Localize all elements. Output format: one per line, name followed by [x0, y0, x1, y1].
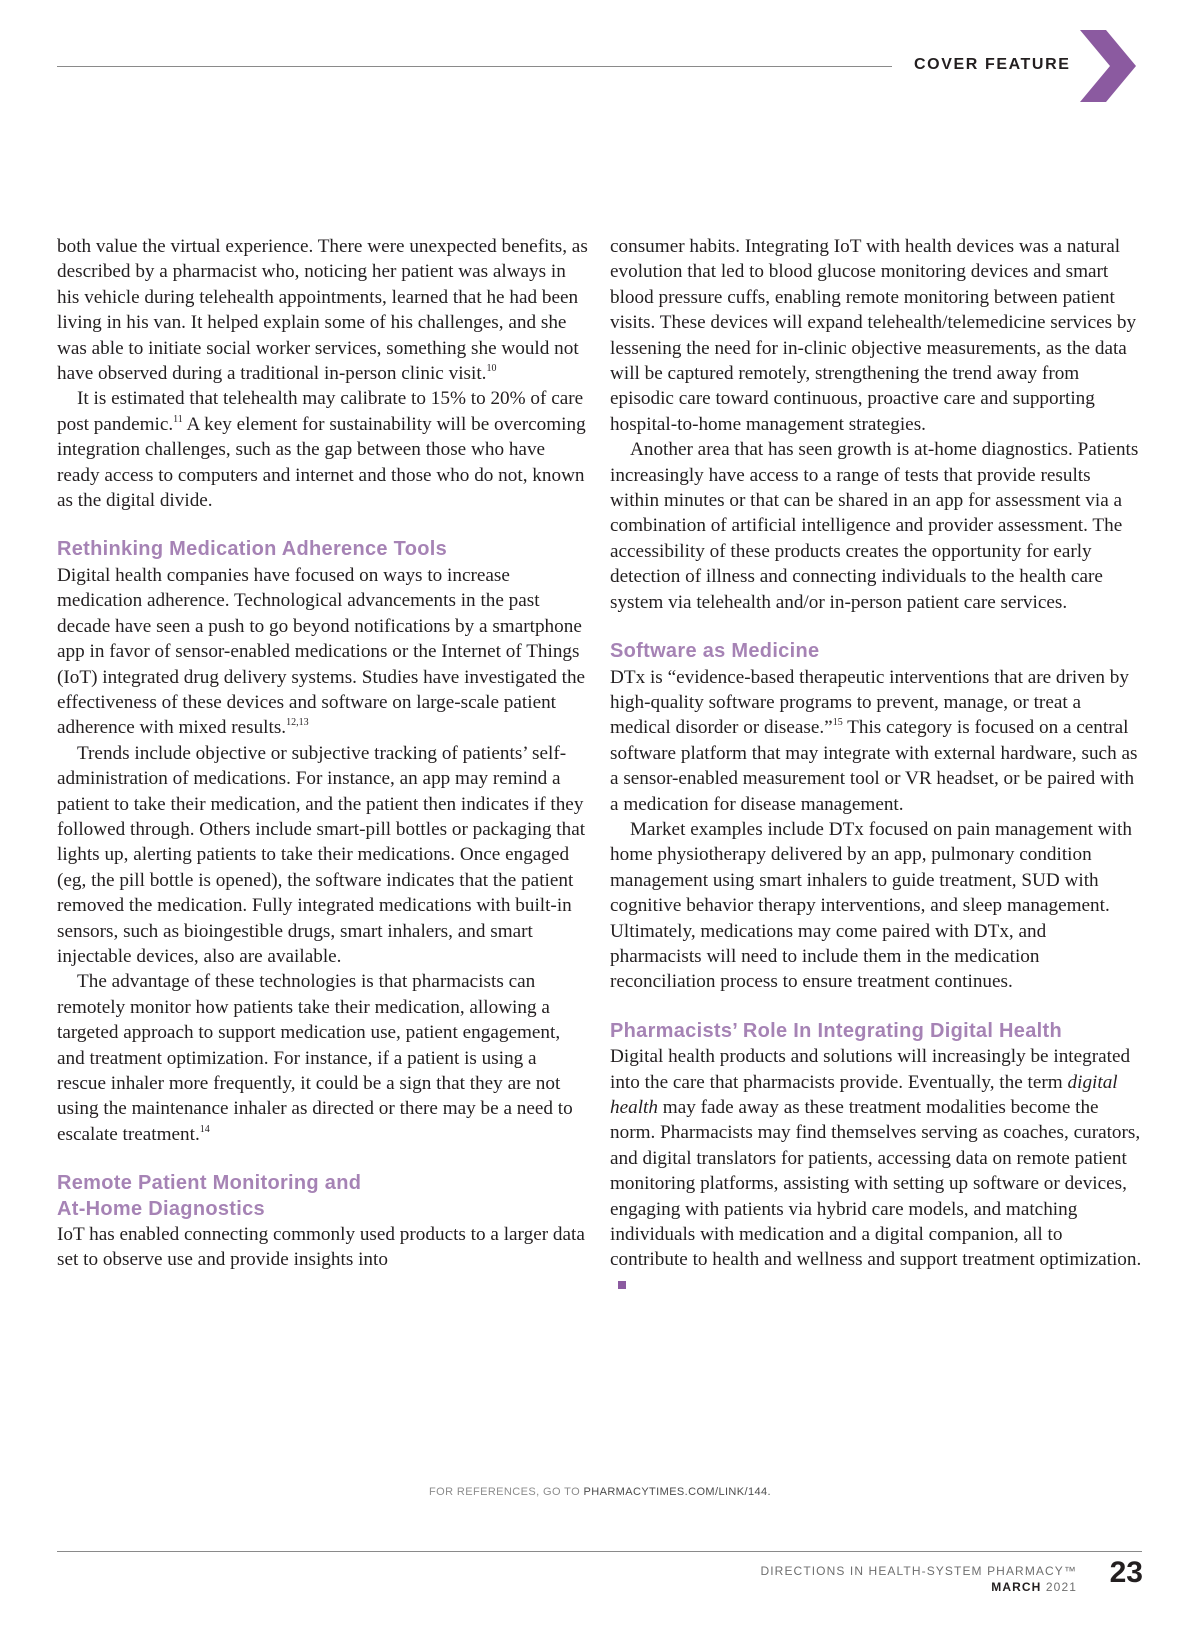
section-heading: Rethinking Medication Adherence Tools [57, 538, 448, 561]
section-label: COVER FEATURE [914, 56, 1071, 73]
footnote-ref: 14 [199, 1123, 210, 1135]
footnote-ref: 10 [486, 363, 497, 375]
footer-rule [57, 1551, 1142, 1552]
left-column [57, 234, 589, 1273]
paragraph: consumer habits. Integrating IoT with health devices was a natural evolution that led to blood glucose monitoring devices and smart blood pressure cuffs, enabling remote monitoring between patient visits. These devices will expand telehealth/telemedicine services by lessening the need for in-clinic objective measurements, as the data will be captured remotely, strengthening the trend away from episodic care toward continuous, proactive care and supporting hospital-to-home management strategies. [610, 236, 1137, 435]
publication-info [760, 1563, 1077, 1595]
issue-date: MARCH 2021 [991, 1580, 1077, 1594]
end-mark-icon [618, 1281, 626, 1289]
paragraph: Trends include objective or subjective tracking of patients’ self-administration of medications. For instance, an app may remind a patient to take their medication, and the patient then indicates if they followed through. Others include smart-pill bottles or packaging that lights up, alerting patients to take their medications. Once engaged (eg, the pill bottle is opened), the software indicates that the patient removed the medication. Fully integrated medications with built-in sensors, such as bioingestible drugs, smart inhalers, and smart injectable devices, also are available. [57, 742, 586, 967]
paragraph: Market examples include DTx focused on pain management with home physiotherapy delivered by an app, pulmonary condition management using smart inhalers to guide treatment, SUD with cognitive behavior therapy interventions, and sleep management. Ultimately, medications may come paired with DTx, and pharmacists will need to include them in the medication reconciliation process to ensure treatment continues. [610, 818, 1132, 993]
paragraph: Another area that has seen growth is at-home diagnostics. Patients increasingly have access to a range of tests that provide results within minutes or that can be shared in an app for assessment via a combination of artificial intelligence and provider assessment. The accessibility of these products creates the opportunity for early detection of illness and connecting individuals to the health care system via telehealth and/or in-person patient care services. [610, 439, 1139, 613]
paragraph: both value the virtual experience. There were unexpected benefits, as described by a pharmacist who, noticing her patient was always in his vehicle during telehealth appointments, learned that he had been living in his van. It helped explain some of his challenges, and she was able to initiate social worker services, something she would not have observed during a traditional in-person clinic visit.$^{10}$ [57, 236, 588, 385]
paragraph: Digital health products and solutions will increasingly be integrated into the care that pharmacists provide. Eventually, the term digital health may fade away as these treatment modalities become the norm. Pharmacists may find themselves serving as coaches, curators, and digital translators for patients, accessing data on remote patient monitoring platforms, assisting with setting up software or devices, engaging with patients via hybrid care models, and matching individuals with medication and a digital companion, all to contribute to health and wellness and support treatment optimization. [610, 1044, 1142, 1298]
footnote-ref: 12,13 [286, 717, 309, 729]
paragraph: It is estimated that telehealth may calibrate to 15% to 20% of care post pandemic.$^{11}$ A key element for sustainability will be overcoming integration challenges, such as the gap between those who have ready access to computers and internet and those who do not, known as the digital divide. [57, 388, 586, 512]
references-note: FOR REFERENCES, GO TO PHARMACYTIMES.COM/LINK/144. [429, 1486, 771, 1498]
section-heading: Remote Patient Monitoring and At-Home Diagnostics [57, 1172, 362, 1220]
chevron-arrow-icon [1080, 30, 1136, 102]
footnote-ref: 11 [173, 413, 183, 425]
publication-name: DIRECTIONS IN HEALTH-SYSTEM PHARMACY™ [760, 1564, 1077, 1578]
header-rule [57, 66, 892, 67]
references-link[interactable]: PHARMACYTIMES.COM/LINK/144. [583, 1486, 771, 1498]
right-column [610, 234, 1142, 1298]
page-number: 23 [1109, 1556, 1143, 1589]
paragraph: The advantage of these technologies is that pharmacists can remotely monitor how patients take their medication, allowing a targeted approach to support medication use, patient engagement, and treatment optimization. For instance, if a patient is using a rescue inhaler more frequently, it could be a sign that they are not using the maintenance inhaler as directed or there may be a need to escalate treatment.$^{14}$ [57, 971, 573, 1145]
paragraph: IoT has enabled connecting commonly used products to a larger data set to observe use and provide insights into [57, 1224, 585, 1271]
footnote-ref: 15 [832, 717, 843, 729]
section-heading: Software as Medicine [610, 640, 820, 663]
section-heading: Pharmacists’ Role In Integrating Digital Health [610, 1019, 1062, 1042]
chevron-shape [1080, 30, 1136, 102]
paragraph: DTx is “evidence-based therapeutic interventions that are driven by high-quality software programs to prevent, manage, or treat a medical disorder or disease.”$^{15}$ This category is focused on a central software platform that may integrate with external hardware, such as a sensor-enabled measurement tool or VR headset, or be paired with a medication for disease management. [610, 666, 1138, 815]
paragraph: Digital health companies have focused on ways to increase medication adherence. Technological advancements in the past decade have seen a push to go beyond notifications by a smartphone app in favor of sensor-enabled medications or the Internet of Things (IoT) integrated drug delivery systems. Studies have investigated the effectiveness of these devices and software on large-scale patient adherence with mixed results.$^{12,13}$ [57, 564, 586, 739]
